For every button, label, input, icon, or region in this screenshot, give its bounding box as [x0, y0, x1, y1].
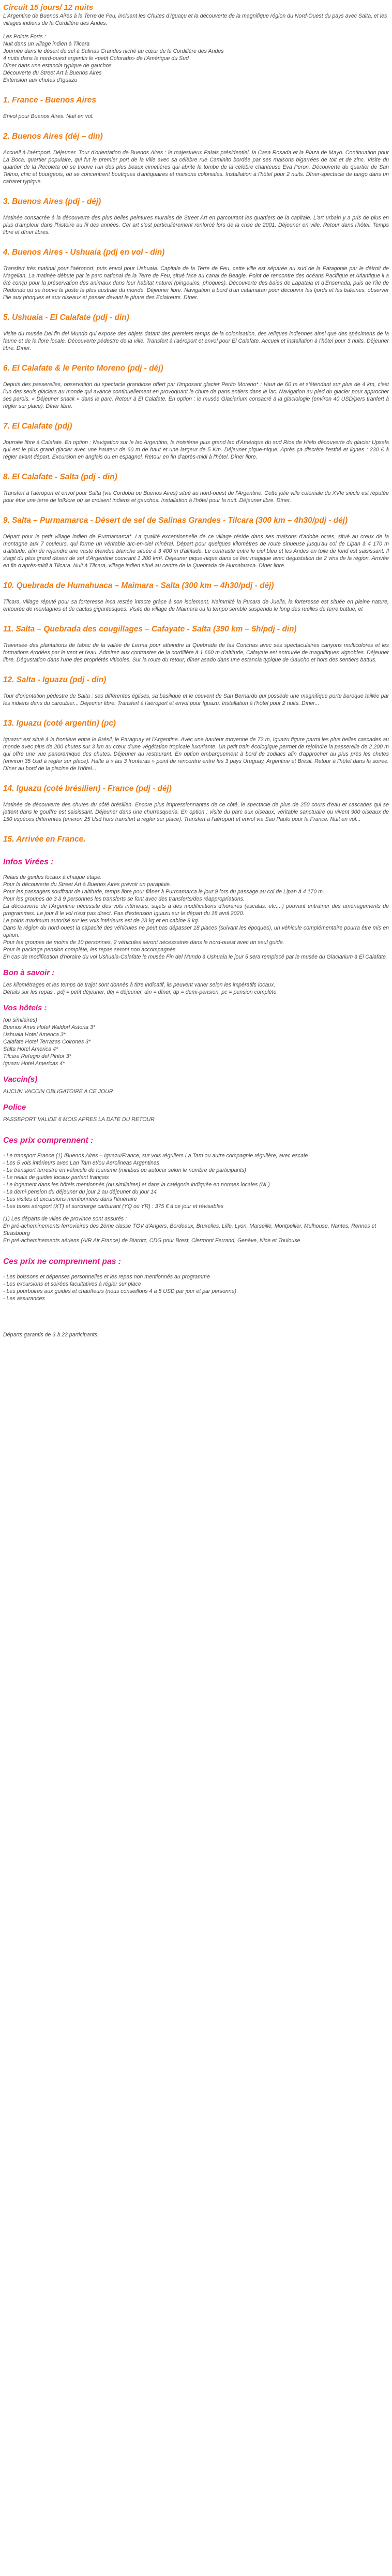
- info-paragraph: La découverte de l'Argentine nécessite des vols intérieurs, sujets à des modifications d'horaires (escalas, etc....) pouvant entraîner des aménagements de programmes. Le jour 8 le vol n'est pas direct. Pas d'extension Iguazu sur le départ du 18 avril 2020.: [3, 903, 389, 917]
- day-section: [3, 472, 389, 504]
- hotel-item: Iguazu Hotel Americas 4*: [3, 1061, 65, 1067]
- day-body: Envol pour Buenos Aires. Nuit en vol.: [3, 113, 94, 120]
- comprend-note: En pré-acheminements aériens (A/R Air France) de Biarritz, CDG pour Brest, Clermont Ferrand, Genève, Nice et Toulouse: [3, 1238, 300, 1244]
- day-title: 2. Buenos Aires (déj – din): [3, 132, 103, 141]
- hotel-item: Tilcara Refugio del Pintor 3*: [3, 1053, 71, 1059]
- day-body: Visite du musée Del fin del Mundo qui expose des objets datant des premiers temps de la colonisation, des reliques indiennes ainsi que des spécimens de la faune et de la flore locale. Découverte pédestre de la ville. Transfert à l'aéroport et envol pour El Calafate. Accueil et installation à l'hôtel pour 3 nuits. Déjeuner libre. Dîner.: [3, 331, 389, 351]
- bon-savoir-paragraph: Les kilométrages et les temps de trajet sont donnés à titre indicatif, ils peuvent varier selon les impératifs locaux.: [3, 982, 276, 988]
- day-body: Accueil à l'aéroport. Déjeuner. Tour d'orientation de Buenos Aires : le majestueux Palais présidentiel, la Casa Rosada et la Plaza de Mayo. Continuation pour La Boca, quartier populaire, qui fut le premier port de la ville avec sa célèbre rue Caminito bordée par ses maisons bigarrées de toit et de zinc. Visite du quartier de la Recoleta où se trouve l'un des plus beaux cimetières qui abrite la tombe de la célèbre chanteuse Eva Peron. Découverte du quartier de San Telmo, chic et bourgeois, où se concentrent boutiques d'antiquaires et maisons coloniales. Installation à l'hôtel pour 2 nuits. Dîner-spectacle de tango dans un cabaret typique.: [3, 150, 389, 185]
- day-body: Transfert très matinal pour l'aéroport, puis envol pour Ushuaia. Capitale de la Terre de Feu, cette ville est séparée au sud de la Patagonie par le détroit de Magellan. La matinée débute par le parc national de la Terre de Feu, situé face au canal de Beagle. Point de rencontre des océans Pacifique et Atlantique il a été conçu pour la préservation des animaux dans leur habitat naturel (pingouins, phoques). Découverte des baies de Lapataia et d'Ensenada, puis de l'île de Redondo où se trouve la poste la plus australe du monde. Déjeuner libre. Navigation à bord d'un catamaran pour découvrir les fjords et les baleines, observer l'île aux phoques et aux oiseaux et passer devant le phare des Eclaireurs. Dîner.: [3, 266, 389, 301]
- info-paragraph: Pour les passagers souffrant de l'altitude, temps libre pour flâner à Purmamarca le jour 9 lors du passage au col de Lipan à 4 170 m.: [3, 889, 324, 895]
- police-section: [3, 1102, 389, 1123]
- spacer: [3, 1210, 389, 1215]
- ne-comprend-section: [3, 1257, 389, 1302]
- day-section: [3, 197, 389, 236]
- day-body: Tilcara, village réputé pour sa forteresse inca restée intacte grâce à son isolement. Naimmité la Pucara de Juella, la forteresse est située en pleine nature, entourée de montagnes et de cactus gigantesques. Visite du village de Maimara où la tempo semble suspendu le long des ruelles de terre battue, et: [3, 599, 389, 612]
- infos-section: [3, 857, 389, 961]
- day-section: [3, 363, 389, 410]
- hotel-item: Calafate Hotel Terrazas Colrones 3*: [3, 1039, 91, 1045]
- day-section: [3, 313, 389, 352]
- day-body: Tour d'orientation pédestre de Salta : ses différentes églises, sa basilique et le couvent de San Bernardo qui possède une magnifique porte baroque taillée par les indiens dans du caroubier... Déjeuner libre. Transfert à l'aéroport et envol pour Iguazu. Installation à l'hôtel pour 2 nuits. Dîner...: [3, 693, 389, 706]
- day-section: [3, 624, 389, 664]
- ne-comprend-item: - Les excursions et soirées facultatives à régler sur place: [3, 1281, 141, 1287]
- day-section: [3, 95, 389, 120]
- day-section: [3, 581, 389, 613]
- day-body: Depuis des passerelles, observation du spectacle grandiose offert par l'imposant glacier Perito Moreno* : Haut de 60 m et s'étendant sur plus de 4 km, c'est l'un des seuls glaciers au monde qui avance continuellement en provoquant le chute de pans entiers dans le lac. Navigation au pied du glacier pour approcher ses parois. « Déjeuner snack » dans le parc. Retour à El Calafate. En option : le musée Glaciarium consacré à la glaciologie (environ 40 USD/pers tranfert à régler sur place). Dîner libre.: [3, 381, 389, 409]
- comprend-item: - Le relais de guides locaux parlant français: [3, 1174, 109, 1181]
- ne-comprend-title: Ces prix ne comprennent pas :: [3, 1257, 121, 1266]
- day-title: 9. Salta – Purmamarca - Désert de sel de Salinas Grandes - Tilcara (300 km – 4h30/pdj - déj): [3, 516, 348, 525]
- day-body: Matinée de découverte des chutes du côté brésilien. Encore plus impressionnantes de ce côté, le spectacle de plus de 250 cours d'eau et cascades qui se jettent dans le gouffre est saisissant. Déjeuner dans une churrasqueria. En option : visite du parc aux oiseaux, véritable sanctuaire ou vivent 900 oiseaux de 150 espèces différentes (environ 25 Usd hors transfert à régler sur place). Transfert à l'aéroport et envol via Sao Paulo pour la France. Nuit en vol...: [3, 802, 389, 822]
- comprend-item: - La demi-pension du déjeuner du jour 2 au déjeuner du jour 14: [3, 1189, 157, 1195]
- hotels-section: [3, 1003, 389, 1067]
- day-body: Iguazu* est situé à la frontière entre le Brésil, le Paraguay et l'Argentine. Avec une hauteur moyenne de 72 m, Iguazu figure parmi les plus belles cascades au monde avec plus de 200 chutes sur 3 km au cœur d'une végétation tropicale luxuriante. Un petit train écologique permet de rejoindre la passerelle de 2 200 m qui offre une vue panoramique des chutes. Déjeuner au restaurant. En option embarquement à bord de zodiacs afin d'approcher au plus près les chutes (environ 35 Usd à régler sur place). Halte à « las 3 fronteras » point de rencontre entre les 3 pays Uruguay, Argentine et Brésil. Retour à l'hôtel dans la soirée. Dîner au bord de la piscine de l'hôtel...: [3, 737, 389, 772]
- points-label: Les Points Forts :: [3, 34, 46, 40]
- ne-comprend-item: - Les boissons et dépenses personnelles et les repas non mentionnés au programme: [3, 1274, 210, 1280]
- day-section: [3, 131, 389, 185]
- day-section: [3, 718, 389, 772]
- day-title: 7. El Calafate (pdj): [3, 422, 72, 431]
- highlights-list: [3, 40, 389, 84]
- day-title: 12. Salta - Iguazu (pdj - din): [3, 675, 107, 684]
- info-paragraph: Pour le package pension complète, les repas seront non accompagnés.: [3, 947, 177, 953]
- hotel-item: Buenos Aires Hotel Waldorf Astoria 3*: [3, 1024, 96, 1031]
- bon-savoir-section: [3, 968, 389, 996]
- highlight-item: Extension aux chutes d'Iguazu: [3, 77, 78, 83]
- intro-text: L'Argentine de Buenos Aires à la Terre de Feu, incluant les Chutes d'Iguaçu et la découverte de la magnifique région du Nord-Ouest du pays avec Salta, et les villages indiens de la Cordillère des Andes.: [3, 13, 387, 26]
- day-section: [3, 784, 389, 823]
- vaccins-section: [3, 1074, 389, 1095]
- day-title: 1. France - Buenos Aires: [3, 96, 96, 105]
- comprend-item: - Les taxes aéroport (XT) et surcharge carburant (YQ ou YR) : 375 € à ce jour et révisables: [3, 1203, 224, 1210]
- info-paragraph: Pour les groupes de 3 à 9 personnes les transferts se font avec des transferts/des réappropriations.: [3, 896, 245, 902]
- day-title: 13. Iguazu (coté argentin) (pc): [3, 719, 116, 728]
- day-section: [3, 516, 389, 569]
- day-title: 5. Ushuaia - El Calafate (pdj - din): [3, 313, 129, 322]
- day-title: 15. Arrivée en France.: [3, 835, 86, 844]
- police-title: Police: [3, 1103, 26, 1112]
- info-paragraph: Le poids maximum autorisé sur les vols intérieurs est de 23 kg et en cabine 8 kg.: [3, 918, 200, 924]
- bon-savoir-paragraph: Détails sur les repas : pdj = petit déjeuner, déj = déjeuner, din = dîner, dp = demi-pension, pc = pension complète.: [3, 989, 278, 995]
- comprend-item: - Le transport France (1) /Buenos Aires – Iguazu/France, sur vols réguliers La Tam ou autre compagnie régulière, avec escale: [3, 1153, 308, 1159]
- comprend-title: Ces prix comprennent :: [3, 1136, 94, 1145]
- day-body: Traversée des plantations de tabac de la vallée de Lerma pour atteindre la Quebrada de las Conchas avec ses spectaculaires canyons multicolores et les formations érodées par le vent et l'eau. Admirez aux contrastes de la cordillère à 1 660 m d'altitude, Cafayate est entourée de magnifiques vignobles. Déjeuner libre. Dégustation dans l'une des propriétés viticoles. Sur la route du retour, dîner asado dans une estancia typique de Gaucho et hors des sentiers battus.: [3, 642, 389, 663]
- comprend-item: - Les visites et excursions mentionnées dans l'itinéraire: [3, 1196, 137, 1202]
- hotels-title: Vos hôtels :: [3, 1004, 47, 1012]
- info-paragraph: Pour les groupes de moins de 10 personnes, 2 véhicules seront nécessaires dans le nord-ouest avec un seul guide.: [3, 939, 284, 946]
- day-title: 14. Iguazu (coté brésilien) - France (pdj - déj): [3, 784, 172, 793]
- comprend-note: (1) Les départs de villes de province sont assurés :: [3, 1216, 127, 1222]
- info-paragraph: Dans la région du nord-ouest la capacité des véhicules ne peut pas dépasser 18 places (suivant les époques), un véhicule complémentaire pourra être mis en option.: [3, 925, 389, 938]
- hotel-item: Salta Hotel America 4*: [3, 1046, 58, 1052]
- highlight-item: Découverte du Street Art à Buenos Aires: [3, 70, 102, 76]
- day-body: Transfert à l'aéroport et envol pour Salta (via Cordoba ou Buenos Aires) situé au nord-ouest de l'Argentine. Cette jolie ville coloniale du XVIe siècle est réputée pour être une terre de folklore où se croisent indiens et gauchos. Installation à l'hôtel pour la nuit. Déjeuner libre. Dîner.: [3, 490, 389, 504]
- hotel-item: Ushuaia Hotel America 3*: [3, 1032, 66, 1038]
- vaccins-title: Vaccin(s): [3, 1075, 38, 1084]
- day-title: 6. El Calafate & le Perito Moreno (pdj - déj): [3, 364, 163, 373]
- highlight-item: Dîner dans une estancia typique de gauchos: [3, 63, 112, 69]
- comprend-note: En pré-acheminements ferroviaires des 2ème classe TGV d'Angers, Bordeaux, Bruxelles, Lille, Lyon, Marseille, Montpellier, Mulhouse, Nantes, Rennes et Strasbourg: [3, 1223, 376, 1237]
- infos-title: Infos Virées :: [3, 858, 54, 866]
- bon-savoir-title: Bon à savoir :: [3, 968, 55, 977]
- hotel-item: (ou similaires): [3, 1017, 37, 1023]
- day-section: [3, 834, 389, 845]
- ne-comprend-item: - Les assurances: [3, 1296, 45, 1302]
- highlight-item: 4 nuits dans le nord-ouest argentin le «petit Colorado» de l'Amérique du Sud: [3, 55, 189, 62]
- day-section: [3, 421, 389, 461]
- highlight-item: Nuit dans un village indien à Tilcara: [3, 41, 90, 47]
- vaccins-text: AUCUN VACCIN OBLIGATOIRE A CE JOUR: [3, 1088, 113, 1095]
- info-paragraph: Pour la découverte du Street Art à Buenos Aires prévoir un parapluie.: [3, 881, 171, 888]
- comprend-item: - Les 5 vols intérieurs avec Lan Tam et/ou Aerolineas Argentinas: [3, 1160, 160, 1166]
- day-section: [3, 675, 389, 707]
- day-title: 4. Buenos Aires - Ushuaia (pdj en vol - din): [3, 248, 165, 257]
- departures-note: Départs garantis de 3 à 22 participants.: [3, 1332, 99, 1338]
- day-title: 10. Quebrada de Humahuaca – Maimara - Salta (300 km – 4h30/pdj - déj): [3, 581, 274, 590]
- comprend-section: [3, 1136, 389, 1244]
- police-text: PASSEPORT VALIDE 6 MOIS APRES LA DATE DU RETOUR: [3, 1116, 155, 1123]
- info-paragraph: En cas de modification d'horaire du vol Ushuaia-Calafate le musée Fin del Mundo à Ushuaia le jour 5 sera remplacé par le musée du Glaciarium à El Calafate.: [3, 954, 387, 960]
- comprend-item: - Le logement dans les hôtels mentionnés (ou similaires) et dans la catégorie indiquée en normes locales (NL): [3, 1182, 270, 1188]
- day-title: 11. Salta – Quebrada des cougillages – Cafayate - Salta (390 km – 5h/pdj - din): [3, 625, 297, 634]
- day-title: 8. El Calafate - Salta (pdj - din): [3, 473, 117, 481]
- day-body: Matinée consacrée à la découverte des plus belles peintures murales de Street Art en parcourant les quartiers de la capitale. L'art urbain y a pris de plus en plus d'ampleur dans l'histoire au fil des années. Cet art s'est particulièrement renforcé lors de la crise de 2001. Déjeuner en ville. Retour dans l'hôtel. Temps libre et dîner libres.: [3, 215, 389, 235]
- comprend-item: - Le transport terrestre en véhicule de tourisme (minibus ou autocar selon le nombre de participants): [3, 1167, 246, 1173]
- highlight-item: Journée dans le désert de sel à Salinas Grandes niché au cœur de la Cordillère des Andes: [3, 48, 224, 54]
- day-title: 3. Buenos Aires (pdj - déj): [3, 197, 101, 206]
- day-body: Départ pour le petit village indien de Purmamarca*. La qualité exceptionnelle de ce village réside dans ses maisons d'adobe ocres, situé au creux de la montagne aux 7 couleurs, qui forme un véritable arc-en-ciel minéral. Départ pour quelques kilomètres de route sinueuse jusqu'au col de Lipan à 4 170 m d'altitude, afin de rejoindre une vaste étendue blanche située à 3 400 m d'altitude. Le contraste entre le ciel bleu et les Andes en toile de fond est saisissant. Il s'agit du plus grand désert de sel d'Argentine couvrant 1 200 km². Déjeuner pique-nique dans ce lieu magique avec dégustation de 2 vins de la région. Arrivée en fin d'après-midi à Tilcara. Nuit à Tilcara, village indien situé au centre de la Quebrada de Humahuaca. Dîner libre.: [3, 534, 389, 569]
- ne-comprend-item: - Les pourboires aux guides et chauffeurs (nous conseillons 4 à 5 USD par jour et par personne): [3, 1288, 237, 1294]
- info-paragraph: Relais de guides locaux à chaque étape.: [3, 874, 102, 880]
- page-title: Circuit 15 jours/ 12 nuits: [3, 3, 94, 12]
- day-section: [3, 247, 389, 301]
- day-body: Journée libre à Calafate. En option : Navigation sur le lac Argentino, le troisième plus grand lac d'Amérique du sud Rios de Hielo découverte du glacier Upsala qui est le plus grand glacier avec une hauteur de 60 m de haut et une largeur de 5 Km. Déjeuner pique-nique. Après ça discrète l'esthé et lignes : 230 € à régler avant départ. Excursion en anglais ou en espagnol. Retour en fin d'après-midi à l'hôtel. Dîner libre.: [3, 439, 389, 460]
